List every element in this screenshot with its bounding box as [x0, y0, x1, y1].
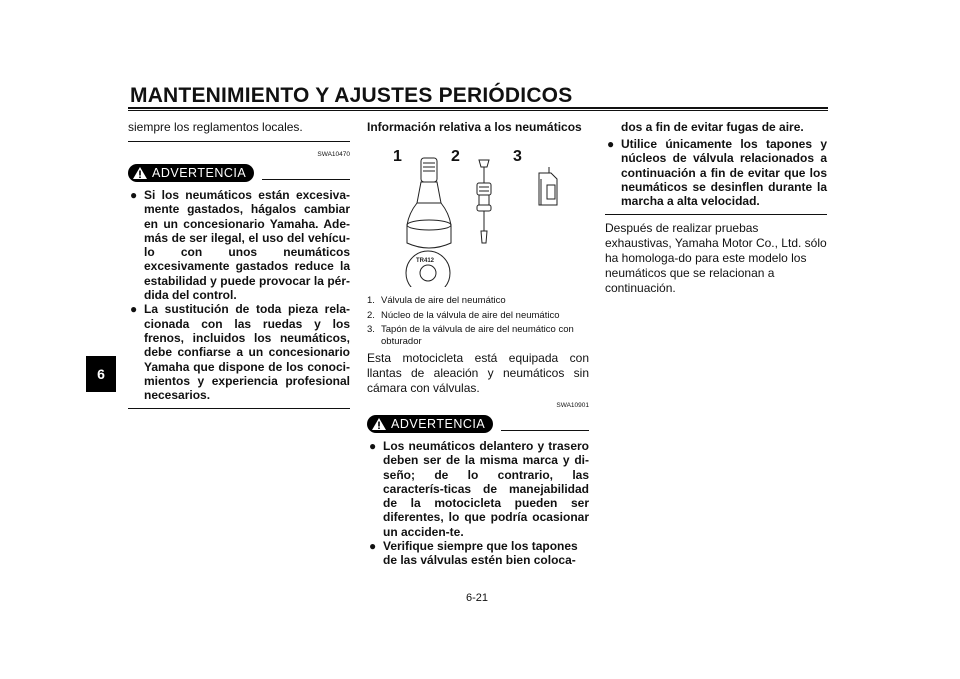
warning-list: [128, 188, 350, 402]
list-item: [605, 137, 827, 208]
legend-number: 2.: [367, 309, 375, 321]
legend-text: Tapón de la válvula de aire del neumático con obturador: [381, 324, 574, 347]
list-item: [367, 439, 589, 539]
valve-stem-icon: [407, 158, 451, 248]
section-end-rule: [605, 214, 827, 215]
warning-badge: [128, 164, 254, 182]
callout-2: 2: [451, 148, 460, 165]
legend-item: [367, 324, 589, 347]
section-rule: [128, 141, 350, 142]
warning-label: ADVERTENCIA: [152, 165, 247, 180]
warning-rule: [501, 430, 589, 431]
valve-parts-drawing: [367, 135, 589, 287]
figure-legend: [367, 295, 589, 347]
legend-item: [367, 295, 589, 307]
valve-diagram: [367, 135, 589, 287]
section-heading: Información relativa a los neumáticos: [367, 120, 582, 134]
header-rule-thin: [128, 110, 828, 111]
valve-marking: TR412: [416, 258, 435, 264]
warning-triangle-icon: [371, 417, 387, 431]
warning-header: [128, 164, 350, 182]
intro-text: siempre los reglamentos locales.: [128, 120, 303, 134]
list-item-text: Utilice únicamente los tapones y núcleos de válvula relacionados a continuación a fin de evitar que los neumáticos se desinflen durante la marcha a alta velocidad.: [621, 137, 827, 209]
callout-3: 3: [513, 148, 522, 165]
list-item-text: Si los neumáticos están excesiva-mente gastados, hágalos cambiar en un concesionario Yamaha. Ade-más de ser ilegal, el uso del vehícu-lo con unos neumáticos excesivamente gastados reduce la estabilidad y puede provocar la pér-dida del control.: [144, 188, 350, 303]
body-text: Esta motocicleta está equipada con llantas de aleación y neumáticos sin cámara con válvulas.: [367, 351, 589, 395]
legend-number: 1.: [367, 295, 375, 306]
legend-item: [367, 310, 589, 322]
continued-text: dos a fin de evitar fugas de aire.: [621, 120, 804, 134]
page-title: MANTENIMIENTO Y AJUSTES PERIÓDICOS: [130, 84, 573, 107]
valve-cap-icon: [539, 167, 557, 205]
warning-badge: [367, 415, 493, 433]
warning-code: SWA10470: [317, 151, 350, 158]
column-3: [605, 120, 827, 296]
valve-base-icon: [406, 251, 450, 287]
warning-list: [605, 137, 827, 208]
legend-text: Válvula de aire del neumático: [381, 295, 506, 306]
list-item-text: La sustitución de toda pieza rela-cionada con las ruedas y los frenos, incluidos los neumáticos, debe confiarse a un concesionario Yamaha que dispone de los conoci-mientos y experiencia profesional necesarios.: [144, 302, 350, 403]
legend-text: Núcleo de la válvula de aire del neumático: [381, 309, 560, 321]
legend-number: 3.: [367, 324, 375, 335]
list-item-text: Verifique siempre que los tapones de las válvulas estén bien coloca-: [383, 539, 578, 568]
bullet-icon: ●: [607, 137, 615, 151]
bullet-icon: ●: [130, 188, 138, 202]
valve-core-icon: [477, 160, 491, 243]
list-item-text: Los neumáticos delantero y trasero deben ser de la misma marca y di-seño; de lo contrario, las caracterís-ticas de manejabilidad de la motocicleta pueden ser diferentes, lo que podría ocasionar un acciden-te.: [383, 439, 589, 539]
bullet-icon: ●: [130, 302, 138, 317]
warning-list: [367, 439, 589, 568]
page-number: 6-21: [466, 592, 489, 604]
list-item: [128, 188, 350, 302]
header-rule: [128, 107, 828, 109]
list-item: [128, 302, 350, 402]
list-item: [367, 539, 589, 568]
callout-1: 1: [393, 148, 402, 165]
warning-triangle-icon: [132, 166, 148, 180]
warning-rule: [262, 179, 350, 180]
section-end-rule: [128, 408, 350, 409]
bullet-icon: ●: [369, 439, 377, 453]
column-2: [367, 120, 589, 568]
body-text: Después de realizar pruebas exhaustivas, Yamaha Motor Co., Ltd. sólo ha homologa-do para este modelo los neumáticos que se relacionan a continuación.: [605, 221, 827, 296]
warning-header: [367, 415, 589, 433]
bullet-icon: ●: [369, 539, 377, 554]
warning-code: SWA10901: [556, 402, 589, 409]
warning-label: ADVERTENCIA: [391, 416, 486, 431]
column-1: [128, 120, 350, 409]
chapter-tab: 6: [86, 356, 116, 392]
